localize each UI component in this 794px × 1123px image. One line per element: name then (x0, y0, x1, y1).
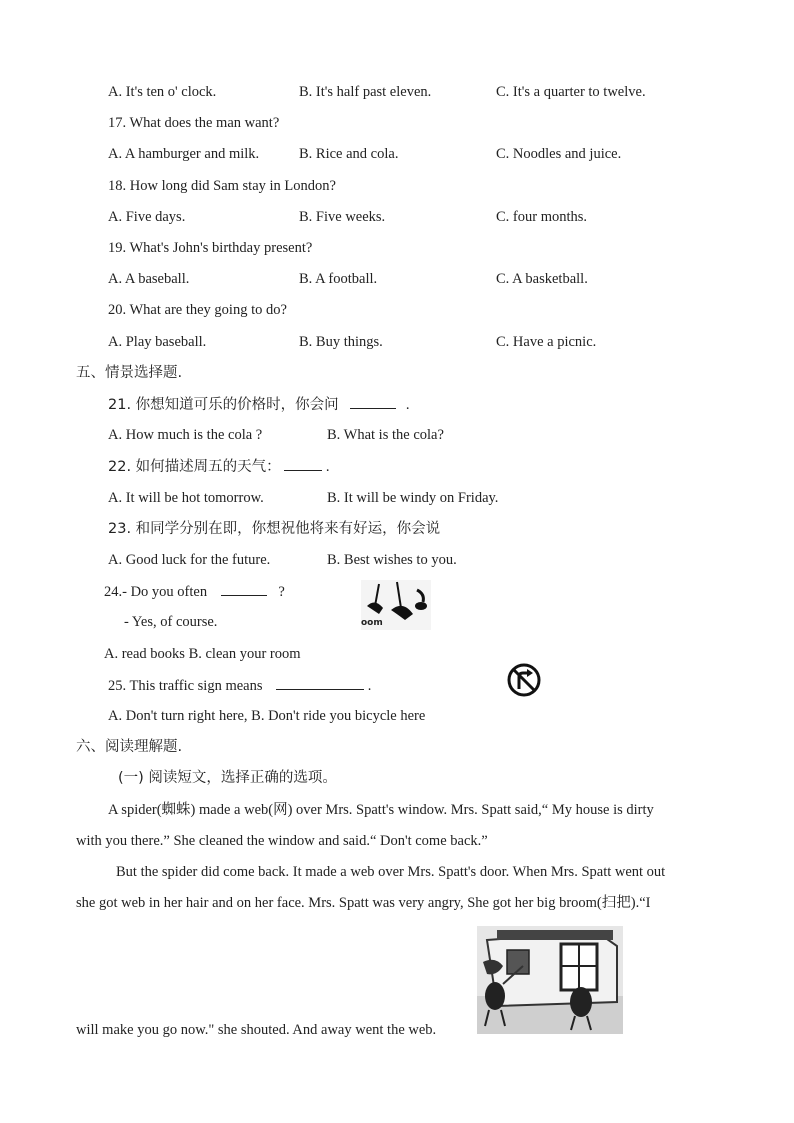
q20-question: 20. What are they going to do? (108, 302, 287, 318)
section-6-subtitle: (一) 阅读短文，选择正确的选项。 (118, 770, 337, 786)
q24-reply: - Yes, of course. (124, 614, 218, 630)
q21-question (108, 394, 410, 415)
q23-option-b: B. Best wishes to you. (327, 552, 457, 568)
q22-question (108, 456, 330, 477)
q21-end: . (405, 397, 410, 413)
cleaning-tools-picture (361, 580, 431, 630)
q17-option-a: A. A hamburger and milk. (108, 146, 260, 162)
q16-option-b: B. It's half past eleven. (299, 84, 432, 100)
q18-option-b: B. Five weeks. (299, 209, 386, 225)
passage-line-3: But the spider did come back. It made a web over Mrs. Spatt's door. When Mrs. Spatt went out (116, 864, 666, 880)
q21-text: 21. 你想知道可乐的价格时，你会问 (108, 397, 339, 413)
q18-option-a: A. Five days. (108, 209, 186, 225)
q22-text: 22. 如何描述周五的天气： (108, 459, 281, 475)
q25-options: A. Don't turn right here, B. Don't ride you bicycle here (108, 708, 426, 724)
q25-question (108, 675, 371, 696)
passage-line-2: with you there.” She cleaned the window and said.“ Don't come back.” (76, 833, 488, 849)
q22-end: . (325, 459, 330, 475)
house-broom-picture (477, 926, 623, 1034)
passage-line-5: will make you go now." she shouted. And away went the web. (76, 1022, 437, 1038)
q23-question: 23. 和同学分别在即，你想祝他将来有好运，你会说 (108, 521, 441, 537)
q17-option-b: B. Rice and cola. (299, 146, 399, 162)
section-5-title: 五、情景选择题. (76, 365, 183, 381)
q24-options: A. read books B. clean your room (104, 646, 301, 662)
q21-option-a: A. How much is the cola ? (108, 427, 263, 443)
q25-end: . (367, 678, 372, 694)
q16-option-c: C. It's a quarter to twelve. (496, 84, 646, 100)
q21-option-b: B. What is the cola? (327, 427, 444, 443)
q22-option-b: B. It will be windy on Friday. (327, 490, 499, 506)
q19-question: 19. What's John's birthday present? (108, 240, 313, 256)
q24-text: 24.- Do you often (104, 584, 208, 600)
section-6-title: 六、阅读理解题. (76, 739, 183, 755)
no-right-turn-sign (506, 663, 542, 697)
q17-option-c: C. Noodles and juice. (496, 146, 622, 162)
q20-option-b: B. Buy things. (299, 334, 383, 350)
q19-option-a: A. A baseball. (108, 271, 190, 287)
passage-line-1: A spider(蜘蛛) made a web(网) over Mrs. Spatt's window. Mrs. Spatt said,“ My house is dirty (108, 802, 654, 818)
q16-option-a: A. It's ten o' clock. (108, 84, 217, 100)
q24-end: ? (278, 584, 285, 600)
q18-question: 18. How long did Sam stay in London? (108, 178, 336, 194)
q24-question (104, 581, 285, 602)
q21-blank (350, 394, 396, 409)
q23-option-a: A. Good luck for the future. (108, 552, 271, 568)
q22-blank (284, 456, 322, 471)
q25-text: 25. This traffic sign means (108, 678, 263, 694)
q22-option-a: A. It will be hot tomorrow. (108, 490, 264, 506)
q19-option-c: C. A basketball. (496, 271, 588, 287)
q20-option-c: C. Have a picnic. (496, 334, 597, 350)
passage-line-4: she got web in her hair and on her face. Mrs. Spatt was very angry, She got her big broom(扫把).“I (76, 895, 651, 911)
q18-option-c: C. four months. (496, 209, 588, 225)
q20-option-a: A. Play baseball. (108, 334, 207, 350)
q24-blank (221, 581, 267, 596)
q19-option-b: B. A football. (299, 271, 378, 287)
no-right-turn-icon (506, 663, 542, 697)
picture-caption: oom (361, 618, 383, 628)
q17-question: 17. What does the man want? (108, 115, 280, 131)
q25-blank (276, 675, 364, 690)
spider-web-illustration (477, 926, 623, 1034)
